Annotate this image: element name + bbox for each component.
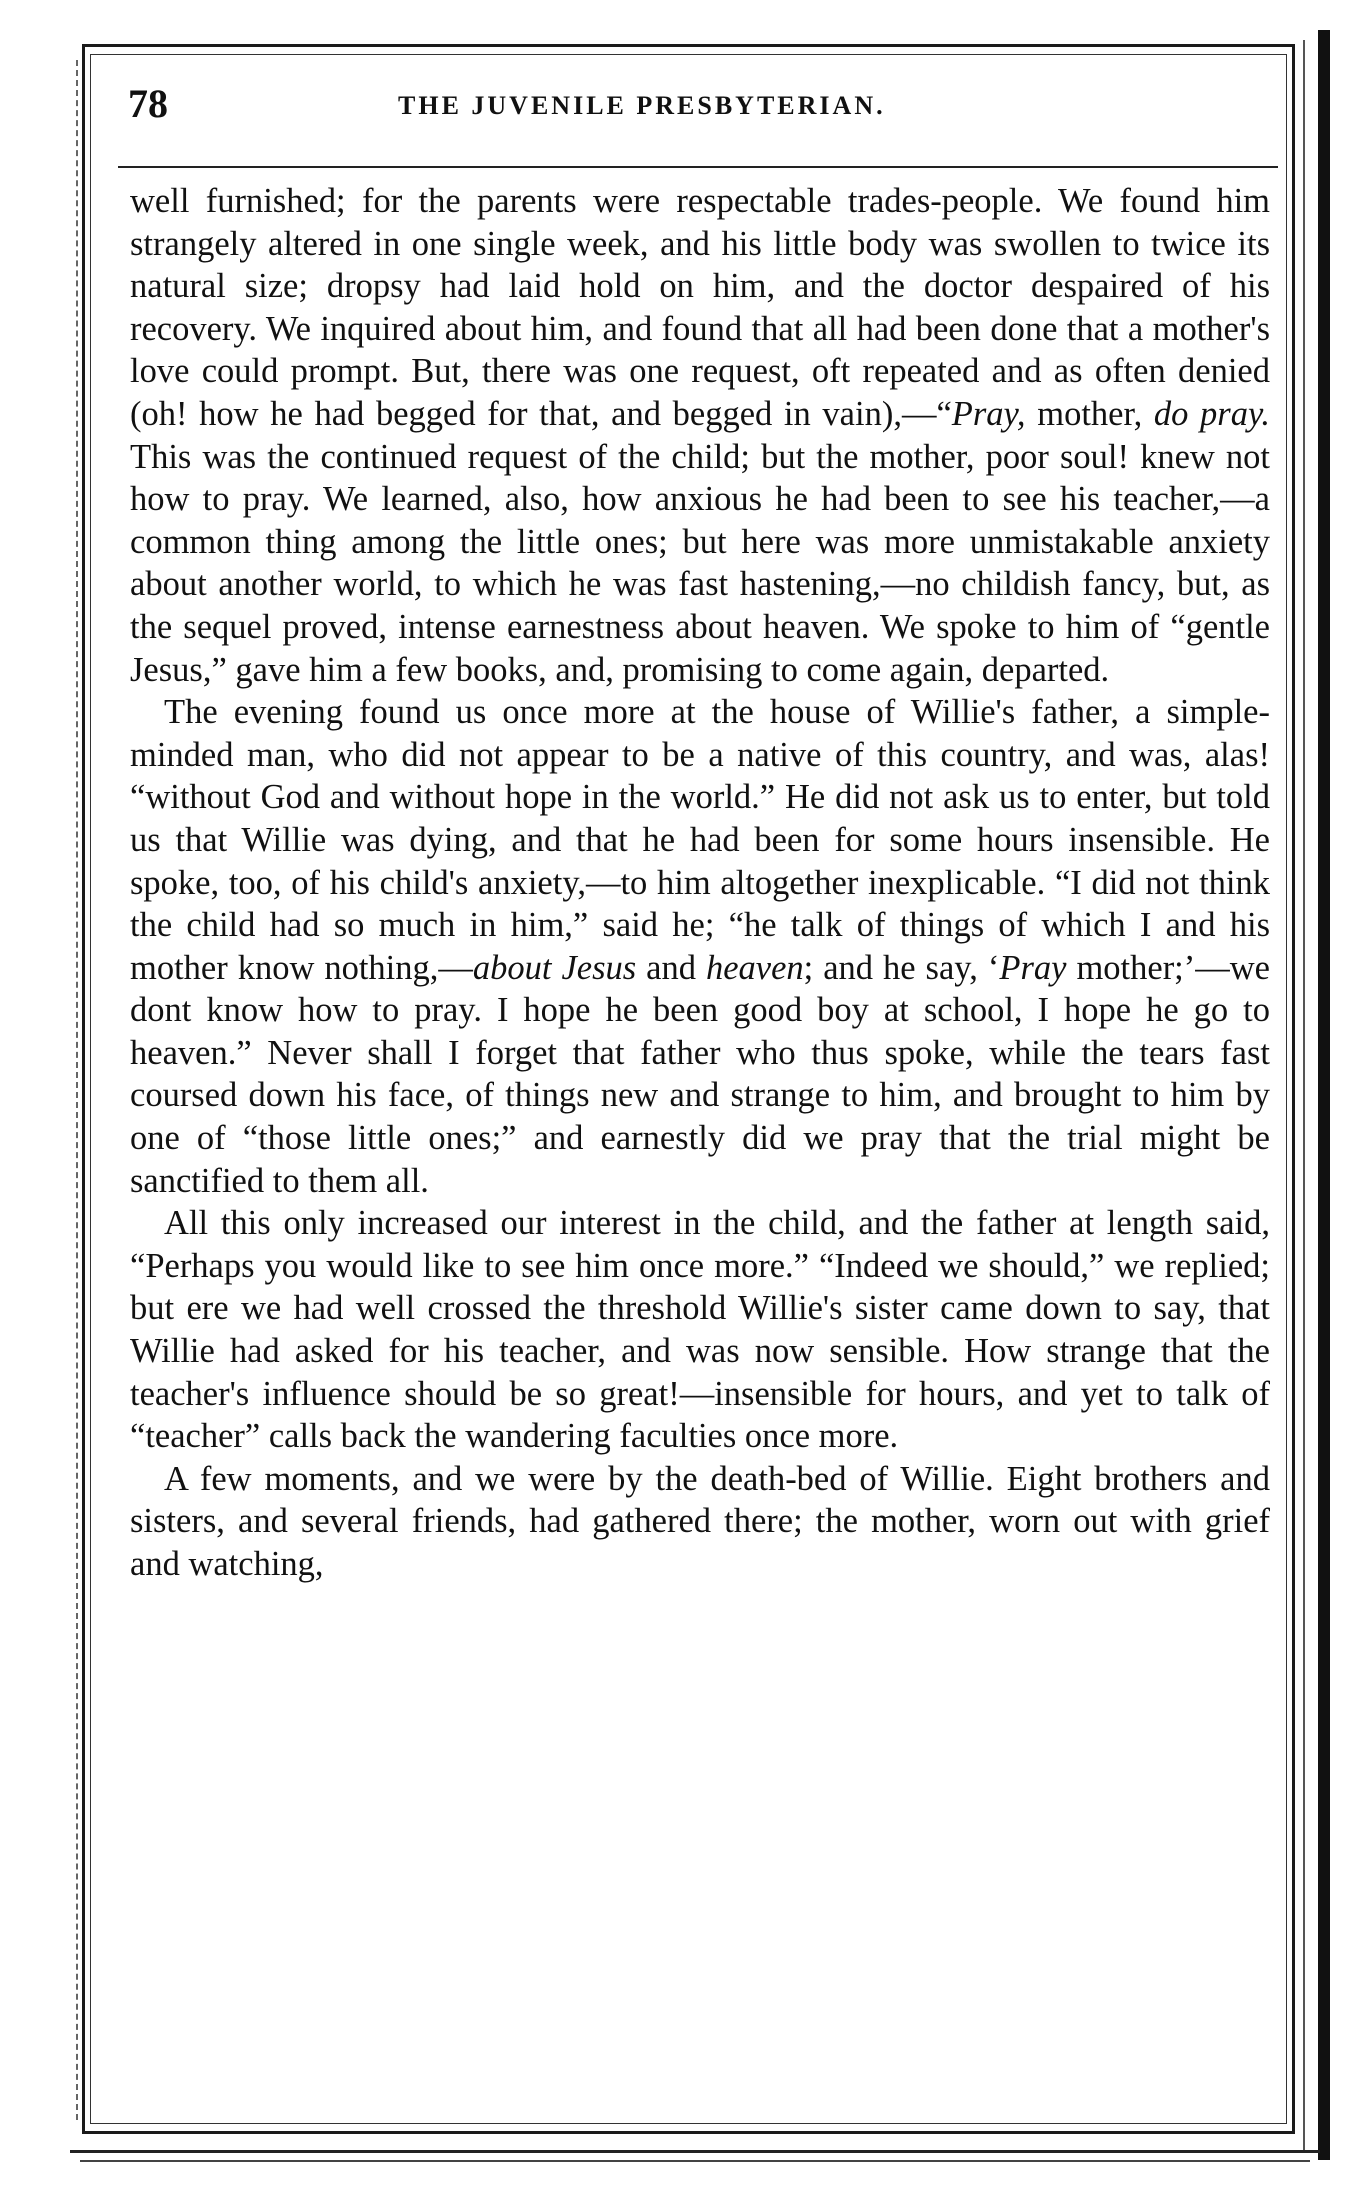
text-span: mother, bbox=[1025, 394, 1154, 433]
italic-span: about Jesus bbox=[472, 948, 637, 987]
italic-span: Pray, bbox=[951, 394, 1026, 433]
page-number: 78 bbox=[128, 81, 168, 126]
header-rule bbox=[118, 166, 1278, 168]
paragraph-1 bbox=[130, 180, 1270, 691]
text-span: mother;’—we dont know how to pray. I hope he been good boy at school, I hope he go to heaven.” Never shall I forget that father who thus spoke, while the tears fast coursed down his face, of things new and strange to him, and brought to him by one of “those little ones;” and earnestly did we pray that the trial might be sanctified to them all. bbox=[130, 948, 1270, 1200]
italic-span: do pray. bbox=[1153, 394, 1271, 433]
text-span: All this only increased our interest in the child, and the father at length said, “Perhaps you would like to see him once more.” “Indeed we should,” we replied; but ere we had well crossed the threshold Willie's sister came down to say, that Willie had asked for his teacher, and was now sensible. How strange that the teacher's influence should be so great!—insensible for hours, and yet to talk of “teacher” calls back the wandering faculties once more. bbox=[130, 1204, 1270, 1456]
text-span: well furnished; for the parents were respectable trades-people. We found him strangely altered in one single week, and his little body was swollen to twice its natural size; dropsy had laid hold on him, and the doctor despaired of his recovery. We inquired about him, and found that all had been done that a mother's love could prompt. But, there was one request, oft repeated and as often denied (oh! how he had begged for that, and begged in vain),—“ bbox=[130, 182, 1270, 433]
bottom-rule-secondary bbox=[80, 2160, 1310, 2162]
text-span: and bbox=[636, 948, 706, 987]
italic-span: heaven bbox=[705, 948, 804, 987]
running-title: THE JUVENILE PRESBYTERIAN. bbox=[398, 91, 886, 120]
binding-edge-thin bbox=[1303, 40, 1305, 2150]
text-span: ; and he say, ‘ bbox=[803, 948, 1000, 987]
binding-edge bbox=[1318, 30, 1330, 2160]
page-header bbox=[128, 78, 1268, 138]
text-span: This was the continued request of the child; but the mother, poor soul! knew not how to pray. We learned, also, how anxious he had been to see his teacher,—a common thing among the little ones; but here was more unmistakable anxiety about another world, to which he was fast hastening,—no childish fancy, but, as the sequel proved, intense earnestness about heaven. We spoke to him of “gentle Jesus,” gave him a few books, and, promising to come again, departed. bbox=[130, 437, 1270, 689]
article-body bbox=[130, 180, 1270, 1586]
paragraph-4 bbox=[130, 1458, 1270, 1586]
bottom-rule bbox=[70, 2150, 1320, 2153]
paragraph-3 bbox=[130, 1202, 1270, 1458]
text-span: A few moments, and we were by the death-bed of Willie. Eight brothers and sisters, and several friends, had gathered there; the mother, worn out with grief and watching, bbox=[130, 1459, 1270, 1583]
italic-span: Pray bbox=[999, 948, 1067, 987]
text-span: The evening found us once more at the house of Willie's father, a simple-minded man, who did not appear to be a native of this country, and was, alas! “without God and without hope in the world.” He did not ask us to enter, but told us that Willie was dying, and that he had been for some hours insensible. He spoke, too, of his child's anxiety,—to him altogether inexplicable. “I did not think the child had so much in him,” said he; “he talk of things of which I and his mother know nothing,— bbox=[130, 693, 1270, 987]
paragraph-2 bbox=[130, 691, 1270, 1202]
